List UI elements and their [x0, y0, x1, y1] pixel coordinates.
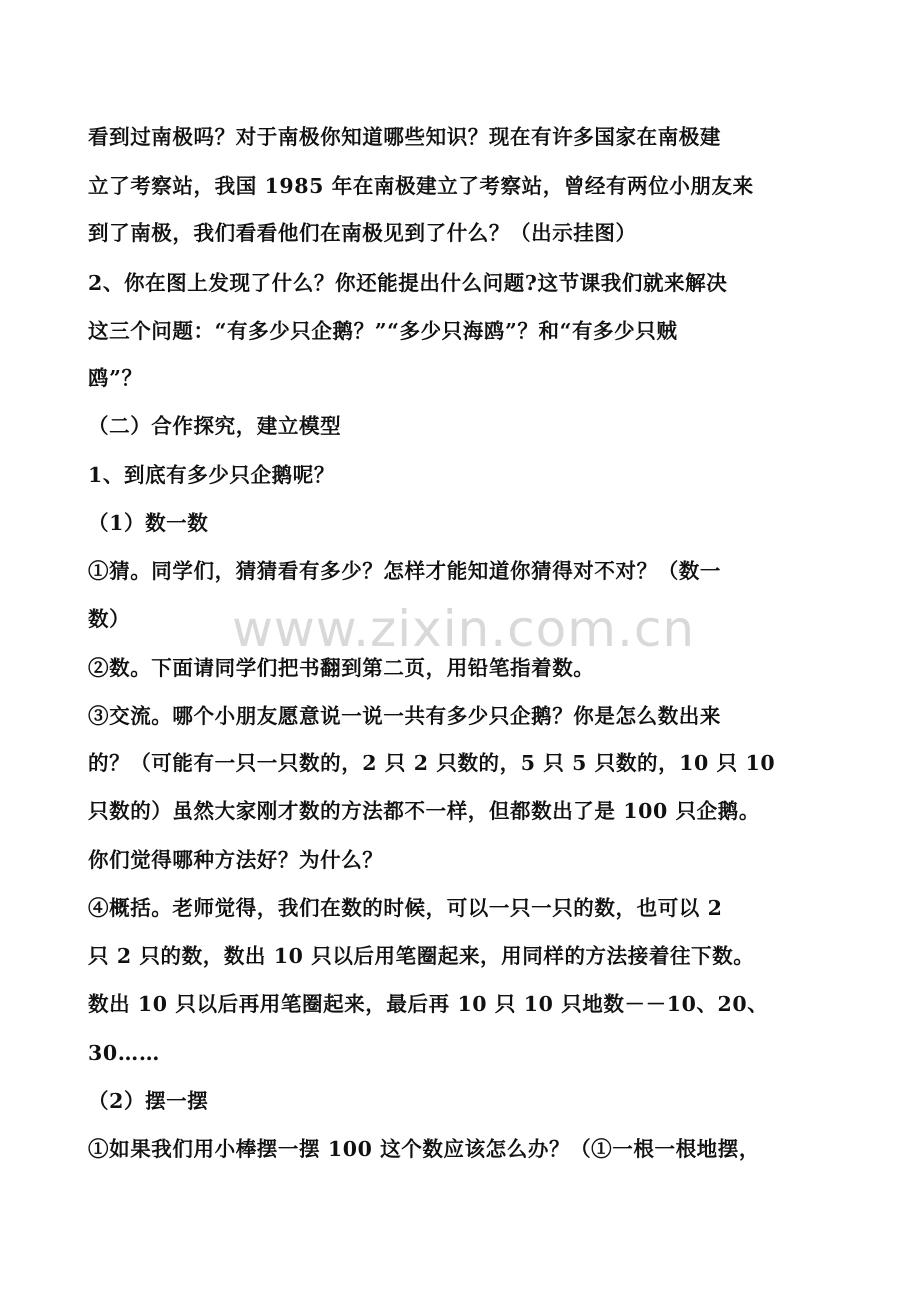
text-line: 1、到底有多少只企鹅呢？ — [88, 463, 335, 487]
text-line: 只数的）虽然大家刚才数的方法都不一样，但都数出了是 100 只企鹅。 — [88, 799, 760, 823]
text-line: 立了考察站，我国 1985 年在南极建立了考察站，曾经有两位小朋友来 — [88, 174, 754, 198]
text-line: 这三个问题：“有多少只企鹅？”“多少只海鸥”？和“有多少只贼 — [88, 319, 678, 343]
text-line: 到了南极，我们看看他们在南极见到了什么？（出示挂图） — [88, 221, 637, 245]
text-line: 你们觉得哪种方法好？为什么？ — [88, 848, 384, 872]
text-line: ④概括。老师觉得，我们在数的时候，可以一只一只的数，也可以 2 — [88, 896, 723, 920]
section-heading: （二）合作探究，建立模型 — [88, 414, 342, 438]
text-line: 2、你在图上发现了什么？你还能提出什么问题?这节课我们就来解决 — [88, 271, 728, 295]
text-line: ①猜。同学们，猜猜看有多少？怎样才能知道你猜得对不对？（数一 — [88, 559, 721, 583]
subsection-heading: （1）数一数 — [88, 511, 209, 535]
text-line: ③交流。哪个小朋友愿意说一说一共有多少只企鹅？你是怎么数出来 — [88, 704, 721, 728]
text-line: ①如果我们用小棒摆一摆 100 这个数应该怎么办？（①一根一根地摆， — [88, 1137, 760, 1161]
text-line: 数） — [88, 607, 131, 631]
text-line: 30…… — [88, 1041, 160, 1065]
text-line: 的？（可能有一只一只数的，2 只 2 只数的，5 只 5 只数的，10 只 10 — [88, 751, 776, 775]
text-line: 只 2 只的数，数出 10 只以后用笔圈起来，用同样的方法接着往下数。 — [88, 944, 755, 968]
text-line: 鸥”？ — [88, 366, 143, 390]
text-line: ②数。下面请同学们把书翻到第二页，用铅笔指着数。 — [88, 656, 595, 680]
text-line: 数出 10 只以后再用笔圈起来，最后再 10 只 10 只地数－－10、20、 — [88, 992, 769, 1016]
subsection-heading: （2）摆一摆 — [88, 1089, 209, 1113]
watermark: www.zixin.com.cn — [232, 600, 696, 658]
text-line: 看到过南极吗？对于南极你知道哪些知识？现在有许多国家在南极建 — [88, 125, 721, 149]
